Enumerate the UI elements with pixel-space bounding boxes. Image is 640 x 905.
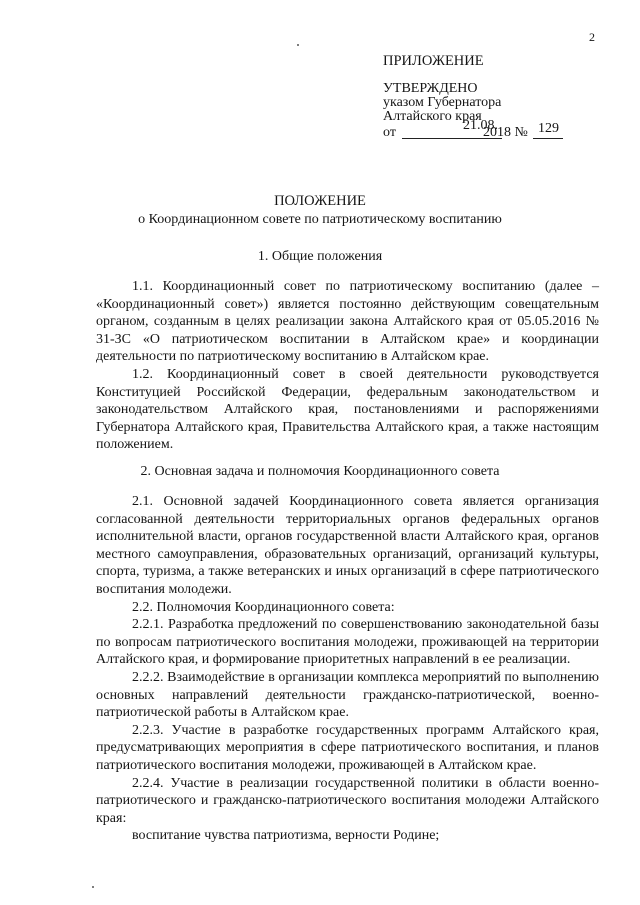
- appendix-title: ПРИЛОЖЕНИЕ: [383, 53, 484, 69]
- approval-block: [383, 54, 603, 140]
- decree-year-number-label: 2018 №: [483, 125, 528, 140]
- scan-speck: [92, 886, 94, 888]
- paragraph-2-2: 2.2. Полномочия Координационного совета:: [132, 599, 395, 615]
- number-underline: [533, 138, 563, 139]
- decree-date: 21.08.: [463, 118, 498, 133]
- paragraph-list-item: воспитание чувства патриотизма, верности Родине;: [132, 828, 440, 844]
- paragraph-2-1: 2.1. Основной задачей Координационного совета является организация согласованной деятельности территориальных органов федеральных органов исполнительной власти, органов государственной власти Алтайского края, органов местного самоуправления, образовательных организаций, организаций культуры, спорта, туризма, а также ветеранских и иных организаций в сфере патриотического воспитания молодежи.: [96, 494, 599, 597]
- document-title: ПОЛОЖЕНИЕ: [274, 193, 366, 209]
- decree-date-line: [383, 118, 603, 140]
- paragraph-1-2: 1.2. Координационный совет в своей деятельности руководствуется Конституцией Российской Федерации, федеральным законодательством и законодательством Алтайского края, постановлениями и распоряжениями Губернатора Алтайского края, Правительства Алтайского края, а также настоящим положением.: [96, 366, 599, 453]
- region-line: Алтайского края: [383, 109, 482, 124]
- section-2-heading: 2. Основная задача и полномочия Координационного совета: [140, 464, 500, 479]
- section-1-body: [96, 278, 599, 454]
- paragraph-2-2-4: 2.2.4. Участие в реализации государственной политики в области военно-патриотического и гражданско-патриотического воспитания молодежи Алтайского края:: [96, 775, 599, 826]
- paragraph-2-2-1: 2.2.1. Разработка предложений по совершенствованию законодательной базы по вопросам патриотического воспитания молодежи, проживающей на территории Алтайского края, и формирование приоритетных направлений в ее реализации.: [96, 617, 599, 668]
- page-number: 2: [589, 30, 595, 44]
- paragraph-2-2-2: 2.2.2. Взаимодействие в организации комплекса мероприятий по выполнению основных направлений деятельности гражданско-патриотической, военно-патриотической работы в Алтайском крае.: [96, 669, 599, 721]
- scan-speck: [297, 44, 299, 46]
- paragraph-2-2-3: 2.2.3. Участие в разработке государственных программ Алтайского края, предусматривающих мероприятия в сфере патриотического воспитания, и планов патриотического воспитания молодежи, проживающей в Алтайском крае.: [96, 722, 599, 773]
- paragraph-1-1: 1.1. Координационный совет по патриотическому воспитанию (далее – «Координационный совет») является постоянно действующим совещательным органом, созданным в целях реализации закона Алтайского края от 05.05.2016 № 31-ЗС «О патриотическом воспитании в Алтайском крае» и координации деятельности по патриотическому воспитанию в Алтайском крае.: [96, 279, 599, 365]
- section-1-heading: 1. Общие положения: [257, 249, 383, 264]
- decree-number: 129: [538, 121, 559, 136]
- document-subtitle: о Координационном совете по патриотическому воспитанию: [138, 212, 502, 227]
- section-2-body: [96, 493, 599, 845]
- from-label: от: [383, 125, 396, 140]
- decree-line: указом Губернатора: [383, 95, 502, 110]
- approved-label: УТВЕРЖДЕНО: [383, 81, 478, 96]
